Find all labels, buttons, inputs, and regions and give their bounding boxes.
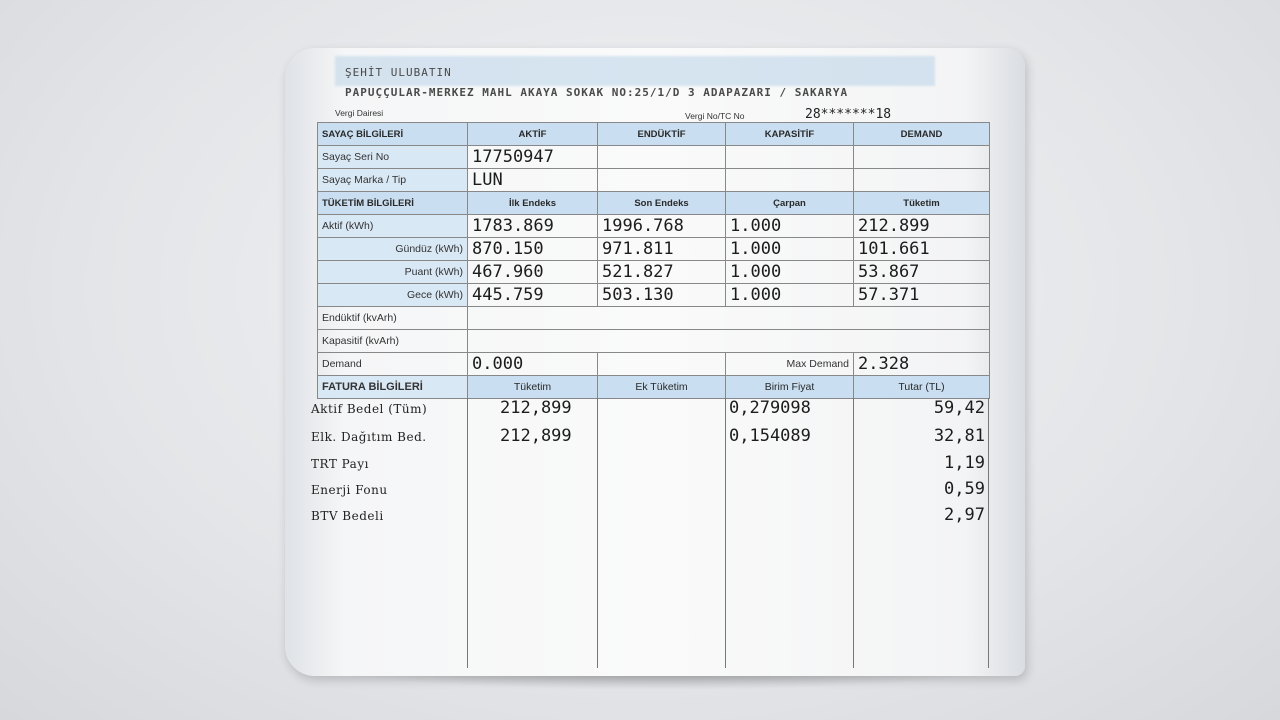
demand-row	[318, 353, 990, 376]
col-amount: Tutar (TL)	[854, 376, 990, 399]
invoice-section-label: FATURA BİLGİLERİ	[318, 376, 468, 399]
tax-no-value: 28*******18	[805, 107, 892, 122]
max-demand-value: 2.328	[854, 353, 990, 376]
header-address: PAPUÇÇULAR-MERKEZ MAHL AKAYA SOKAK NO:25/1/D 3 ADAPAZARI / SAKARYA	[345, 86, 849, 99]
invoice-row-label: Elk. Dağıtım Bed.	[311, 430, 427, 444]
demand-label: Demand	[318, 353, 468, 376]
usage-value: 57.371	[854, 284, 990, 307]
invoice-row-label: BTV Bedeli	[311, 509, 384, 523]
meter-serial-value: 17750947	[468, 146, 598, 169]
col-demand: DEMAND	[854, 123, 990, 146]
col-last-index: Son Endeks	[598, 192, 726, 215]
multiplier-value: 1.000	[726, 284, 854, 307]
inductive-label: Endüktif (kvArh)	[318, 307, 468, 330]
last-index-value: 971.811	[598, 238, 726, 261]
meter-brand-row	[318, 169, 990, 192]
col-unit-price: Birim Fiyat	[726, 376, 854, 399]
invoice-unit-price: 0,154089	[729, 426, 811, 446]
meter-section-label: SAYAÇ BİLGİLERİ	[318, 123, 468, 146]
invoice-row-btv	[311, 505, 989, 530]
invoice-amount: 2,97	[944, 505, 985, 525]
invoice-unit-price: 0,279098	[729, 398, 811, 418]
first-index-value: 467.960	[468, 261, 598, 284]
row-label: Puant (kWh)	[318, 261, 468, 284]
col-active: AKTİF	[468, 123, 598, 146]
invoice-row-label: Enerji Fonu	[311, 483, 388, 497]
tax-office-label: Vergi Dairesi	[335, 108, 384, 118]
row-label: Aktif (kWh)	[318, 215, 468, 238]
first-index-value: 1783.869	[468, 215, 598, 238]
last-index-value: 503.130	[598, 284, 726, 307]
multiplier-value: 1.000	[726, 261, 854, 284]
invoice-lines	[311, 398, 989, 668]
multiplier-value: 1.000	[726, 215, 854, 238]
col-capacitive: KAPASİTİF	[726, 123, 854, 146]
invoice-row-distribution	[311, 426, 989, 451]
meter-brand-label: Sayaç Marka / Tip	[318, 169, 468, 192]
tax-no-label: Vergi No/TC No	[685, 111, 745, 121]
row-label: Gece (kWh)	[318, 284, 468, 307]
invoice-row-trt	[311, 453, 989, 478]
capacitive-row	[318, 330, 990, 353]
col-first-index: İlk Endeks	[468, 192, 598, 215]
invoice-row-label: TRT Payı	[311, 457, 369, 471]
consumption-row-peak	[318, 261, 990, 284]
invoice-usage-value: 212,899	[500, 398, 572, 418]
meter-consumption-table	[317, 122, 990, 399]
invoice-amount: 1,19	[944, 453, 985, 473]
first-index-value: 870.150	[468, 238, 598, 261]
electricity-bill-receipt	[285, 48, 1025, 676]
meter-serial-row	[318, 146, 990, 169]
invoice-usage-value: 212,899	[500, 426, 572, 446]
col-inductive: ENDÜKTİF	[598, 123, 726, 146]
invoice-amount: 32,81	[933, 426, 985, 446]
meter-serial-label: Sayaç Seri No	[318, 146, 468, 169]
header-line-1: ŞEHİT ULUBATIN	[345, 66, 452, 79]
col-extra-usage: Ek Tüketim	[598, 376, 726, 399]
invoice-header-row	[318, 376, 990, 399]
col-usage: Tüketim	[854, 192, 990, 215]
row-label: Gündüz (kWh)	[318, 238, 468, 261]
consumption-row-active	[318, 215, 990, 238]
usage-value: 101.661	[854, 238, 990, 261]
invoice-row-label: Aktif Bedel (Tüm)	[311, 402, 428, 416]
invoice-row-active-fee	[311, 398, 989, 423]
col-inv-usage: Tüketim	[468, 376, 598, 399]
meter-header-row	[318, 123, 990, 146]
first-index-value: 445.759	[468, 284, 598, 307]
col-multiplier: Çarpan	[726, 192, 854, 215]
consumption-row-night	[318, 284, 990, 307]
capacitive-label: Kapasitif (kvArh)	[318, 330, 468, 353]
usage-value: 53.867	[854, 261, 990, 284]
meter-brand-value: LUN	[468, 169, 598, 192]
multiplier-value: 1.000	[726, 238, 854, 261]
consumption-row-day	[318, 238, 990, 261]
consumption-section-label: TÜKETİM BİLGİLERİ	[318, 192, 468, 215]
invoice-row-energy-fund	[311, 479, 989, 504]
last-index-value: 521.827	[598, 261, 726, 284]
last-index-value: 1996.768	[598, 215, 726, 238]
invoice-amount: 59,42	[933, 398, 985, 418]
max-demand-label: Max Demand	[726, 353, 854, 376]
invoice-amount: 0,59	[944, 479, 985, 499]
usage-value: 212.899	[854, 215, 990, 238]
inductive-row	[318, 307, 990, 330]
consumption-header-row	[318, 192, 990, 215]
demand-value: 0.000	[468, 353, 598, 376]
